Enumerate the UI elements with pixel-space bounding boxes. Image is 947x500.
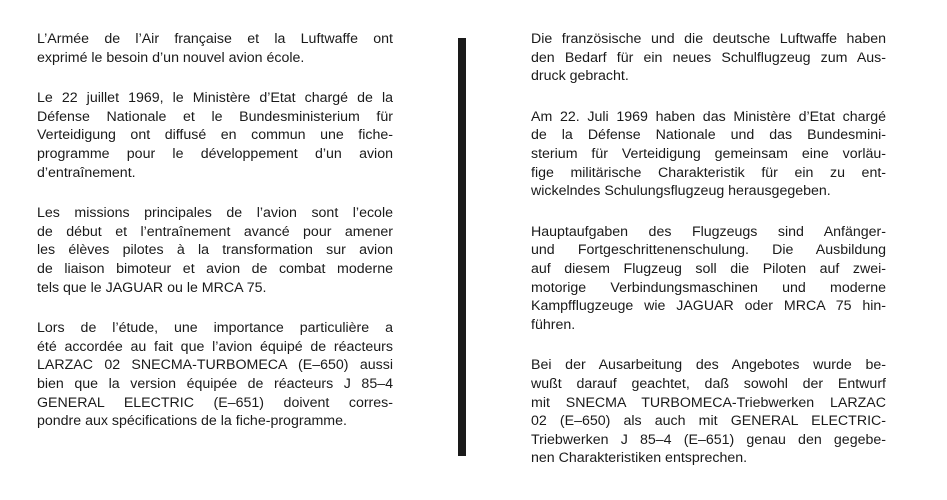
text-line: wickelndes Schulungsflugzeug herausgegeben. (531, 183, 831, 200)
french-text-column (37, 30, 393, 431)
paragraph-de-4 (531, 356, 886, 468)
text-line: wußt darauf geachtet, daß sowohl der Entwurf (531, 375, 886, 392)
text-line: L’Armée de l’Air française et la Luftwaffe ont (37, 31, 393, 47)
column-divider (458, 38, 466, 456)
text-line: de liaison bimoteur et avion de combat moderne (37, 260, 393, 277)
paragraph-de-1 (531, 30, 886, 86)
text-line: de début et l’entraînement avancé pour amener (37, 223, 393, 240)
text-line: d’entraînement. (37, 164, 136, 181)
paragraph-de-3 (531, 223, 886, 335)
text-line: Hauptaufgaben des Flugzeugs sind Anfänger- (531, 223, 886, 240)
text-line: pondre aux spécifications de la fiche-programme. (37, 413, 347, 430)
paragraph-fr-1 (37, 30, 393, 67)
text-line: Le 22 juillet 1969, le Ministère d’Etat chargé de la (37, 90, 393, 107)
text-line: bien que la version équipée de réacteurs J 85–4 (37, 375, 393, 392)
german-text-column (531, 30, 886, 468)
text-line: tels que le JAGUAR ou le MRCA 75. (37, 279, 267, 296)
text-line: fige militärische Charakteristik für ein zu ent- (531, 164, 886, 181)
text-line: Bei der Ausarbeitung des Angebotes wurde be- (531, 357, 886, 374)
text-line: den Bedarf für ein neues Schulflugzeug zum Aus- (531, 49, 886, 66)
text-line: und Fortgeschrittenenschulung. Die Ausbildung (531, 242, 886, 259)
text-line: de la Défense Nationale und das Bundesmini- (531, 127, 886, 144)
text-line: programme pour le développement d’un avion (37, 145, 393, 162)
text-line: sterium für Verteidigung gemeinsam eine vorläu- (531, 145, 886, 162)
text-line: nen Charakteristiken entsprechen. (531, 450, 748, 467)
text-line: Lors de l’étude, une importance particulière a (37, 320, 393, 337)
text-line: 02 (E–650) als auch mit GENERAL ELECTRIC- (531, 413, 886, 430)
text-line: Triebwerken J 85–4 (E–651) genau den gegebe- (531, 431, 886, 448)
paragraph-fr-4 (37, 319, 393, 431)
text-line: Die französische und die deutsche Luftwaffe haben (531, 31, 886, 47)
paragraph-fr-3 (37, 204, 393, 297)
text-line: été accordée au fait que l’avion équipé de réacteurs (37, 338, 393, 355)
text-line: GENERAL ELECTRIC (E–651) doivent corres- (37, 394, 393, 411)
text-line: Verteidigung ont diffusé en commun une fiche- (37, 127, 393, 144)
text-line: auf diesem Flugzeug soll die Piloten auf zwei- (531, 260, 886, 277)
text-line: les élèves pilotes à la transformation sur avion (37, 242, 393, 259)
text-line: druck gebracht. (531, 68, 629, 85)
paragraph-de-2 (531, 108, 886, 201)
text-line: führen. (531, 316, 576, 333)
text-line: motorige Verbindungsmaschinen und moderne (531, 279, 886, 296)
paragraph-fr-2 (37, 89, 393, 182)
text-line: LARZAC 02 SNECMA-TURBOMECA (E–650) aussi (37, 357, 393, 374)
text-line: Les missions principales de l’avion sont l’ecole (37, 205, 393, 222)
text-line: exprimé le besoin d’un nouvel avion école. (37, 49, 305, 66)
text-line: mit SNECMA TURBOMECA-Triebwerken LARZAC (531, 394, 886, 411)
text-line: Am 22. Juli 1969 haben das Ministère d’Etat chargé (531, 108, 886, 125)
text-line: Kampfflugzeuge wie JAGUAR oder MRCA 75 hin- (531, 298, 886, 315)
text-line: Défense Nationale et le Bundesministerium für (37, 108, 393, 125)
